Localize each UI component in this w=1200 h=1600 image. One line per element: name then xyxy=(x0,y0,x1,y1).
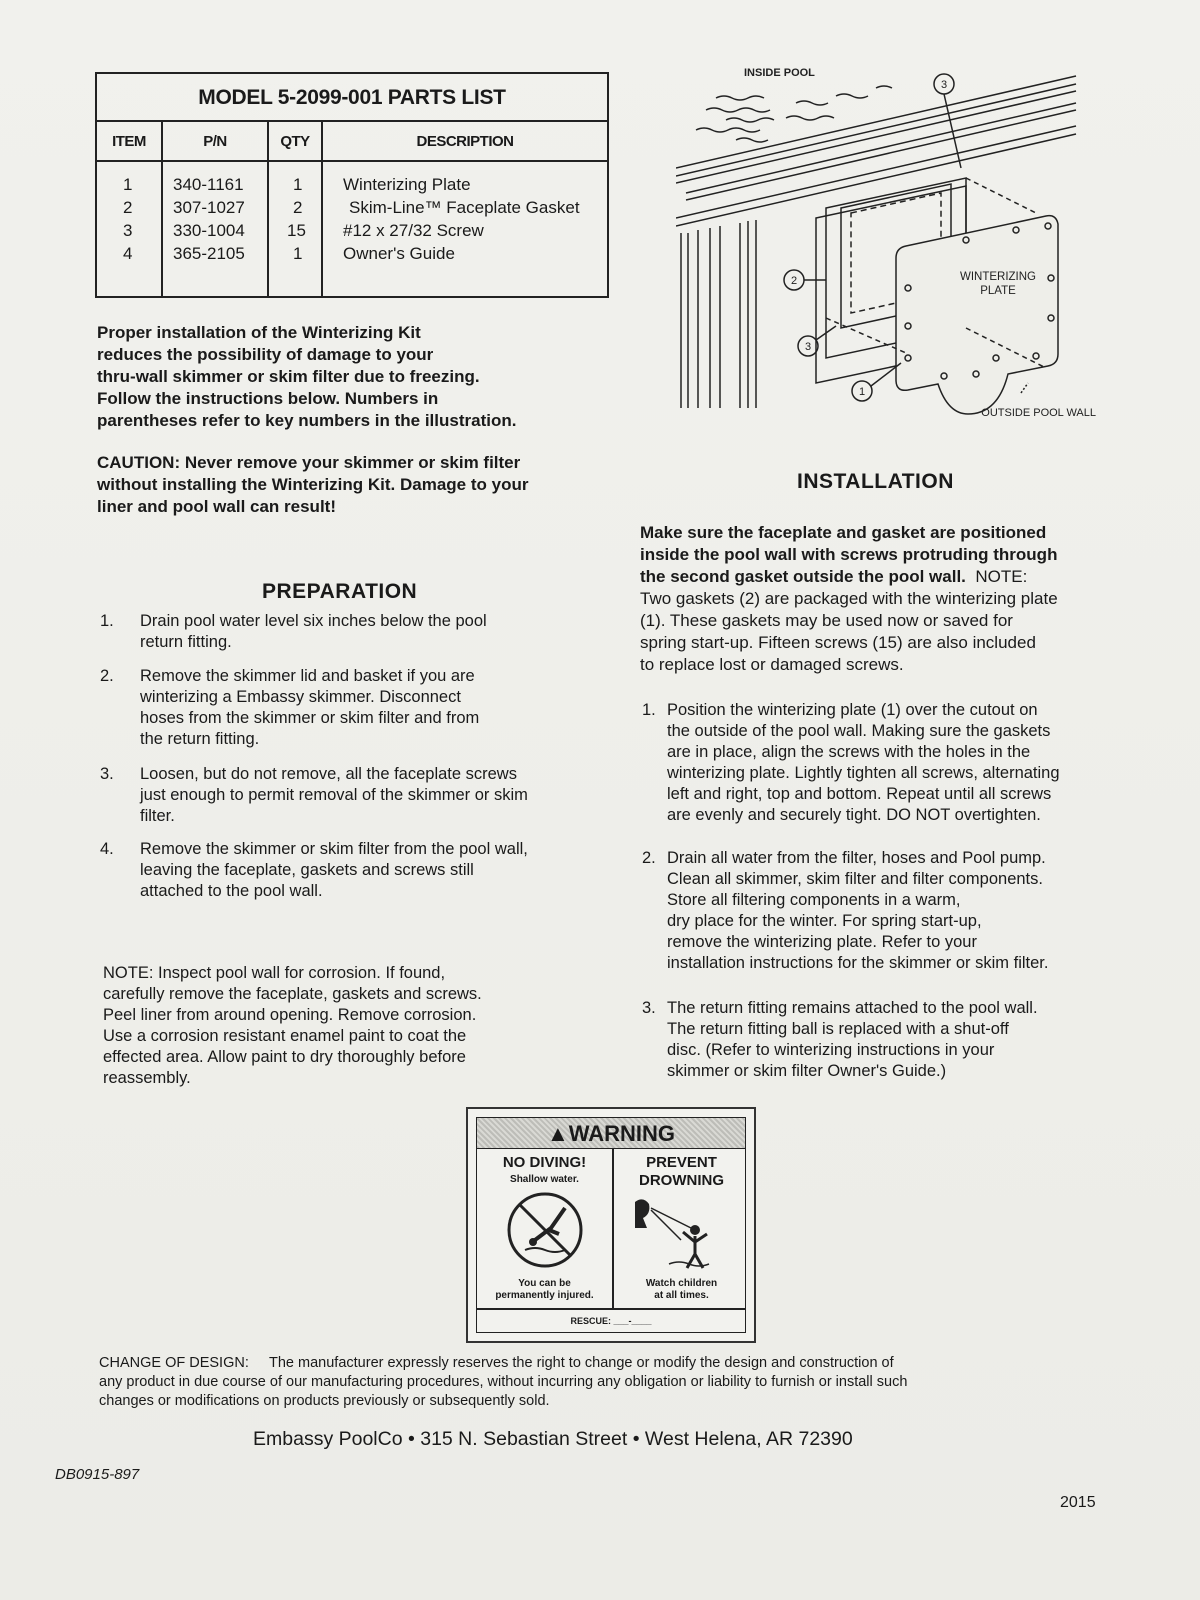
table-row: 2 307-1027 2 Skim-Line™ Faceplate Gasket xyxy=(123,198,580,217)
installation-heading: INSTALLATION xyxy=(797,470,954,493)
no-diving-title: NO DIVING! xyxy=(502,1154,587,1171)
year: 2015 xyxy=(1060,1494,1096,1511)
installation-steps: 1. Position the winterizing plate (1) over the cutout on the outside of the pool wall. Making sure the gaskets are in place, align the screws with the holes in the winterizing plate. Lightly tighten all screws, alternating left and right, top and bottom. Repeat until all screws are evenly and securely tight. DO NOT overtighten. 2. Drain all water from the filter, hoses and Pool pump. Clean all skimmer, skim filter and filter components. Store all filtering components in a warm, dry place for the winter. For spring start-up, remove the winterizing plate. Refer to your installation instructions for the skimmer or skim filter. 3. The return fitting remains attached to the pool wall. The return fitting ball is replaced with a shut-off disc. (Refer to winterizing instructions in your skimmer or skim filter Owner's Guide.) xyxy=(642,701,1060,1080)
callout-3-top: 3 xyxy=(940,79,948,91)
winterizing-plate-diagram xyxy=(676,58,1146,428)
callout-2: 2 xyxy=(790,275,798,287)
parts-list-header xyxy=(97,122,607,162)
change-of-design: CHANGE OF DESIGN: The manufacturer expressly reserves the right to change or modify the design and construction of any product in due course of our manufacturing procedures, without incurring any obligation or liability to furnish or install such changes or modifications on products previously or subsequently sold. xyxy=(99,1355,908,1409)
warning-banner xyxy=(477,1118,745,1149)
warning-triangle-icon: ▲ xyxy=(546,1121,569,1146)
skimmer-illustration xyxy=(676,58,1146,428)
inside-pool-label: INSIDE POOL xyxy=(744,67,815,79)
preparation-steps: 1. Drain pool water level six inches below the pool return fitting. 2. Remove the skimmer lid and basket if you are winterizing a Embassy skimmer. Disconnect hoses from the skimmer or skim filter and from the return fitting. 3. Loosen, but do not remove, all the faceplate screws just enough to permit removal of the skimmer or skim filter. 4. Remove the skimmer or skim filter from the pool wall, leaving the faceplate, gaskets and screws still attached to the pool wall. xyxy=(100,612,528,900)
prevent-drowning-foot: Watch children at all times. xyxy=(645,1278,718,1301)
no-diving-foot: You can be permanently injured. xyxy=(495,1278,594,1301)
no-diving-icon xyxy=(505,1190,585,1270)
warning-title: WARNING xyxy=(568,1121,676,1146)
warning-label xyxy=(466,1107,756,1343)
caution-paragraph: CAUTION: Never remove your skimmer or skim filter without installing the Winterizing Kit. Damage to your liner and pool wall can result! xyxy=(97,453,529,516)
doc-code: DB0915-897 xyxy=(55,1466,140,1483)
corrosion-note: NOTE: Inspect pool wall for corrosion. If found, carefully remove the faceplate, gaskets and screws. Peel liner from around opening. Remove corrosion. Use a corrosion resistant enamel paint to coat the effected area. Allow paint to dry thoroughly before reassembly. xyxy=(103,964,482,1087)
no-diving-sub: Shallow water. xyxy=(510,1174,579,1185)
intro-paragraph: Proper installation of the Winterizing Kit reduces the possibility of damage to your thru-wall skimmer or skim filter due to freezing. Follow the instructions below. Numbers in parentheses refer to key numbers in the illustration. xyxy=(97,323,517,430)
plate-label-line2: PLATE xyxy=(980,285,1016,297)
table-row: 1 340-1161 1 Winterizing Plate xyxy=(123,175,471,194)
outside-pool-wall-label: OUTSIDE POOL WALL xyxy=(981,407,1096,419)
company-address: Embassy PoolCo • 315 N. Sebastian Street • West Helena, AR 72390 xyxy=(253,1428,853,1450)
table-row: 4 365-2105 1 Owner's Guide xyxy=(123,244,455,263)
header-qty: QTY xyxy=(280,133,310,150)
parts-list-title: MODEL 5-2099-001 PARTS LIST xyxy=(97,74,607,122)
header-pn: P/N xyxy=(203,133,227,150)
design-label: CHANGE OF DESIGN: xyxy=(99,1355,249,1371)
parts-list-rows xyxy=(97,162,607,264)
header-description: DESCRIPTION xyxy=(416,133,514,150)
callout-1: 1 xyxy=(858,386,866,398)
callout-3: 3 xyxy=(804,341,812,353)
plate-label-line1: WINTERIZING xyxy=(959,271,1037,283)
installation-intro: Make sure the faceplate and gasket are positioned inside the pool wall with screws protruding through the second gasket outside the pool wall. NOTE: Two gaskets (2) are packaged with the winterizing plate (1). These gaskets may be used now or saved for spring start-up. Fifteen screws (15) are also included to replace lost or damaged screws. xyxy=(640,523,1058,674)
parts-list-table xyxy=(95,72,609,298)
header-item: ITEM xyxy=(112,133,146,150)
preparation-heading: PREPARATION xyxy=(262,580,418,603)
table-row: 3 330-1004 15 #12 x 27/32 Screw xyxy=(123,221,484,240)
watch-children-icon xyxy=(629,1194,729,1274)
rescue-line: RESCUE: ___-____ xyxy=(570,1316,652,1326)
prevent-drowning-title: PREVENT DROWNING xyxy=(639,1154,724,1189)
